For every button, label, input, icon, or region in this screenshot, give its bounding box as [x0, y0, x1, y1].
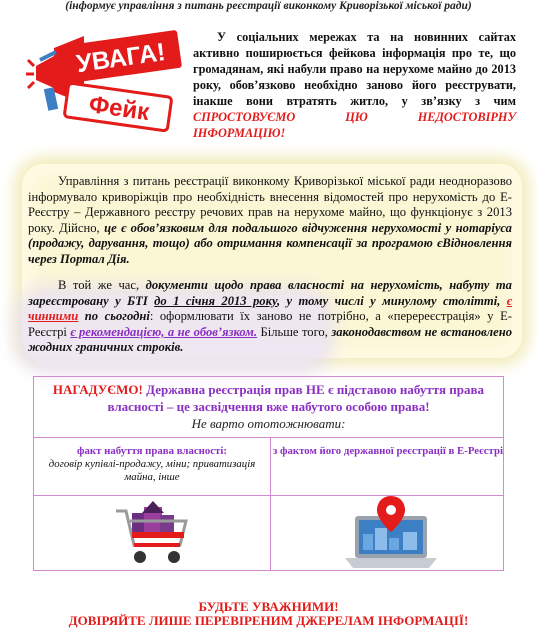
laptop-map-pin-icon: [341, 494, 441, 570]
para2-valid: є чинними: [28, 293, 513, 324]
intro-text: У соціальних мережах та на новинних сайтах активно поширюється фейкова інформація про те, що громадянам, які набули право на нерухоме майно до 2013 року, обов’язково необхідно заново його реєструвати, інакше вони втратять житло, у зв’язку з чим: [193, 30, 516, 108]
para2-emph3: , у тому числі у минулому столітті,: [276, 293, 501, 308]
top-note: (інформує управління з питань реєстрації виконкому Криворізької міської ради): [65, 0, 472, 12]
table-subheading: Не варто ототожнювати:: [191, 416, 346, 431]
ownership-fact-cell: [34, 445, 270, 484]
ownership-fact-title: факт набуття права власності:: [77, 445, 227, 457]
para1-text: Управління з питань реєстрації виконкому Криворізької міської ради неодноразово інформувало криворіжців про необхідність внесення відомостей про нерухомість до Е-Реєстру – Державного реєстру речових прав на нерухоме майно, що функціонує з 2013 року. Дійсно,: [28, 174, 512, 235]
para2-date: до 1 січня 2013 року: [154, 293, 277, 308]
row-divider: [34, 437, 503, 438]
fake-warning-logo: [26, 26, 182, 144]
para2-today: по сьогодні: [84, 309, 150, 324]
comparison-table: [33, 376, 504, 571]
para2-mid: : оформлювати їх заново не потрібно, а «перереєстрація» у Е-Реєстрі: [28, 309, 512, 339]
shopping-cart-houses-icon: [114, 501, 194, 567]
para2-tail: Більше того,: [260, 324, 328, 339]
paragraph-ownership-valid: [28, 278, 512, 356]
footer-line2: ДОВІРЯЙТЕ ЛИШЕ ПЕРЕВІРЕНИМ ДЖЕРЕЛАМ ІНФОРМАЦІЇ!: [68, 613, 469, 628]
uvaga-text: УВАГА!: [74, 37, 168, 79]
reminder-label: НАГАДУЄМО!: [52, 382, 143, 397]
intro-paragraph: [193, 29, 516, 141]
registration-fact-cell: з фактом його державної реєстрації в Е-Реєстрі: [272, 445, 503, 457]
intro-alert: СПРОСТОВУЄМО ЦЮ НЕДОСТОВІРНУ ІНФОРМАЦІЮ!: [193, 110, 516, 140]
para2-emph1: документи щодо права власності на нерухомість, набуту та зареєстровану у БТІ: [28, 278, 512, 308]
para2-recommendation: є рекомендацією, а не обов’язком.: [70, 324, 258, 339]
footer-warning: [0, 600, 537, 628]
para1-emphasis: це є обов’язковим для подальшого відчуження нерухомості у нотаріуса (продажу, дарування, тощо) або отримання компенсації за програмою єВідновлення через Портал Дія.: [28, 220, 512, 266]
para2-start: В той же час,: [58, 278, 140, 292]
ownership-fact-detail: договір купівлі-продажу, міни; приватизація майна, інше: [48, 458, 256, 483]
footer-line1: БУДЬТЕ УВАЖНИМИ!: [198, 599, 339, 614]
paragraph-registry-info: [28, 174, 512, 268]
para2-no-deadline: законодавством не встановлено жодних граничних строків.: [28, 324, 512, 355]
table-heading: [34, 381, 503, 432]
heading-statement: Державна реєстрація прав НЕ є підставою набуття права власності – це засвідчення вже набутого особою права!: [107, 382, 485, 414]
fake-text: Фейк: [87, 90, 151, 127]
